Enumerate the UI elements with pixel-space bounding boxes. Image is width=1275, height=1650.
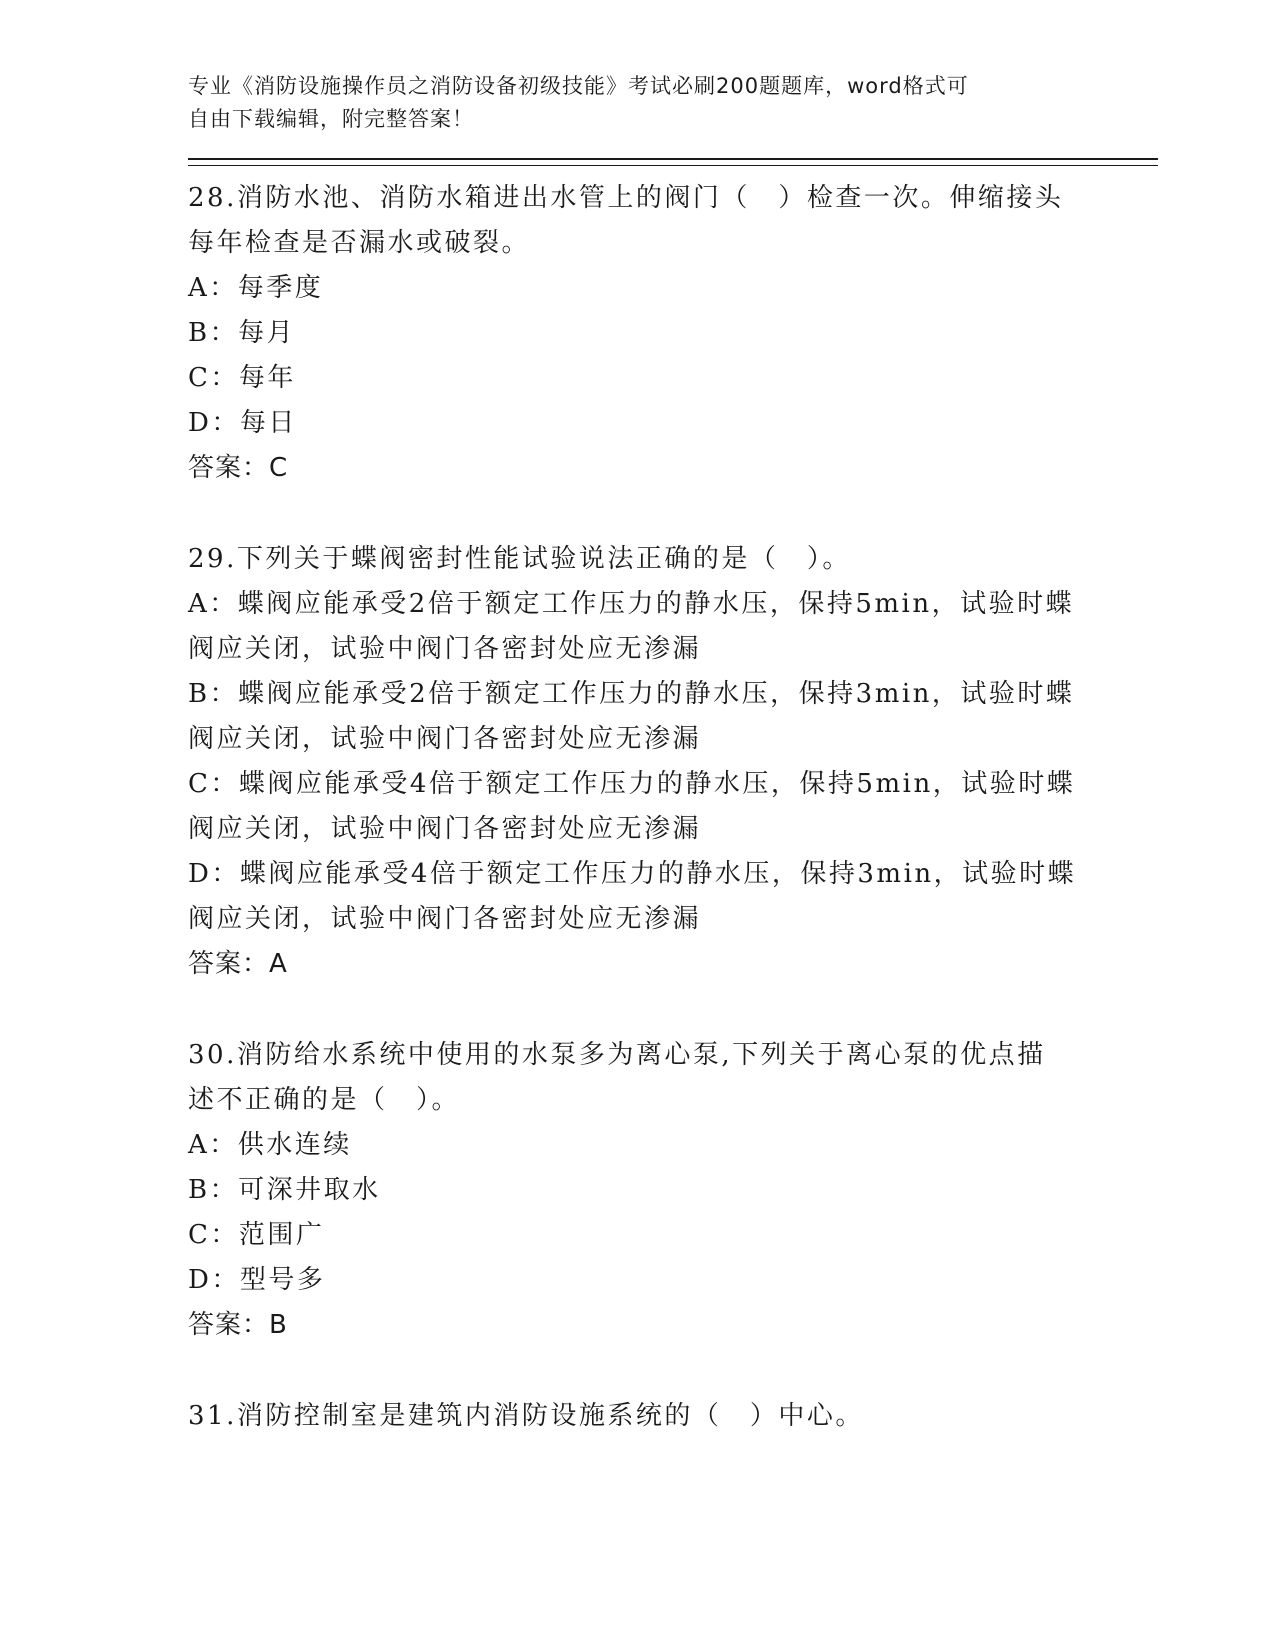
- option-a-continued: 阀应关闭，试验中阀门各密封处应无渗漏: [188, 634, 702, 664]
- option-c: C：范围广: [188, 1220, 325, 1250]
- header-title-line-2: 自由下载编辑，附完整答案！: [188, 107, 474, 131]
- answer-label: 答案：C: [188, 453, 289, 483]
- question-30: [188, 1033, 1088, 1348]
- option-b-continued: 阀应关闭，试验中阀门各密封处应无渗漏: [188, 724, 702, 754]
- question-stem: 28.消防水池、消防水箱进出水管上的阀门（ ）检查一次。伸缩接头: [188, 183, 1064, 213]
- header-divider: [188, 158, 1158, 166]
- question-stem: 31.消防控制室是建筑内消防设施系统的（ ）中心。: [188, 1401, 864, 1431]
- option-d: D：蝶阀应能承受4倍于额定工作压力的静水压，保持3min，试验时蝶: [188, 859, 1077, 889]
- header-title-line-1: 专业《消防设施操作员之消防设备初级技能》考试必刷200题题库，word格式可: [188, 74, 969, 98]
- option-c: C：蝶阀应能承受4倍于额定工作压力的静水压，保持5min，试验时蝶: [188, 769, 1076, 799]
- option-b: B：可深井取水: [188, 1175, 381, 1205]
- question-29: [188, 537, 1088, 987]
- question-stem: 29.下列关于蝶阀密封性能试验说法正确的是（ ）。: [188, 544, 851, 574]
- question-stem: 每年检查是否漏水或破裂。: [188, 228, 531, 258]
- question-stem: 30.消防给水系统中使用的水泵多为离心泵,下列关于离心泵的优点描: [188, 1040, 1046, 1070]
- option-a: A：每季度: [188, 273, 324, 303]
- question-28: [188, 176, 1088, 491]
- option-c-continued: 阀应关闭，试验中阀门各密封处应无渗漏: [188, 814, 702, 844]
- option-d: D：型号多: [188, 1265, 326, 1295]
- answer-label: 答案：B: [188, 1310, 288, 1340]
- option-d: D：每日: [188, 408, 297, 438]
- option-b: B：每月: [188, 318, 296, 348]
- question-stem: 述不正确的是（ ）。: [188, 1085, 461, 1115]
- option-c: C：每年: [188, 363, 296, 393]
- option-a: A：蝶阀应能承受2倍于额定工作压力的静水压，保持5min，试验时蝶: [188, 589, 1075, 619]
- question-31: [188, 1394, 1088, 1439]
- option-b: B：蝶阀应能承受2倍于额定工作压力的静水压，保持3min，试验时蝶: [188, 679, 1075, 709]
- document-page: [188, 70, 1158, 1439]
- option-a: A：供水连续: [188, 1130, 352, 1160]
- answer-label: 答案：A: [188, 949, 288, 979]
- option-d-continued: 阀应关闭，试验中阀门各密封处应无渗漏: [188, 904, 702, 934]
- document-header: [188, 70, 1068, 136]
